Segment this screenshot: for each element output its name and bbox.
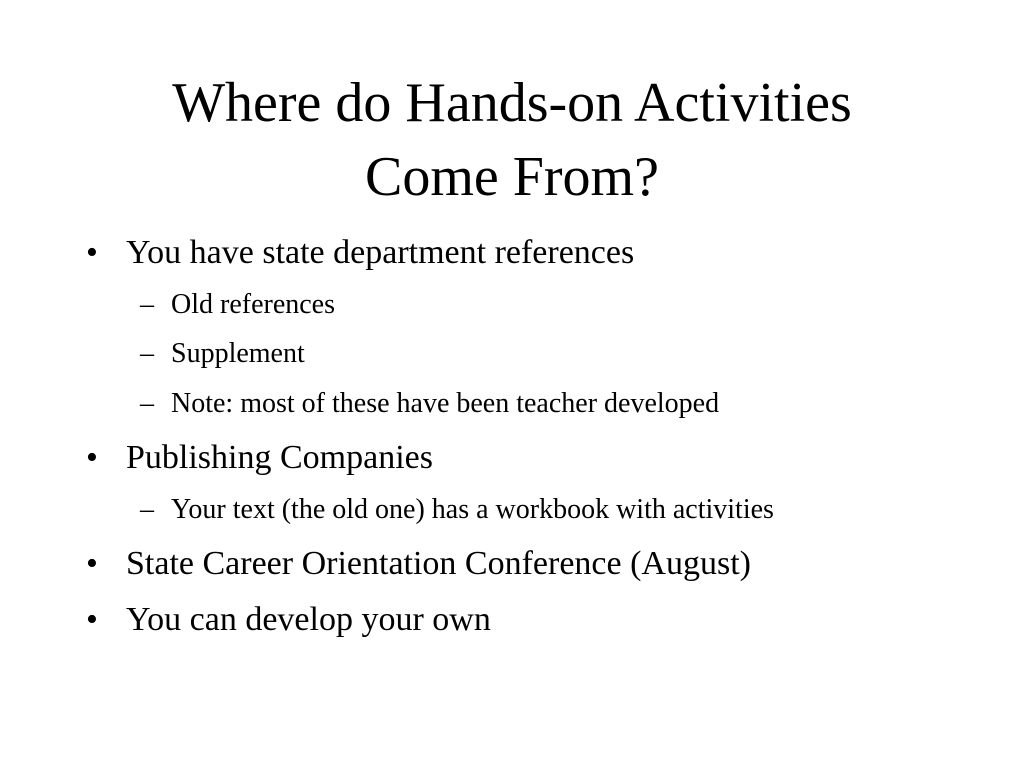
- sub-bullet-text: Supplement: [171, 338, 305, 369]
- bullet-marker: •: [86, 439, 98, 476]
- sub-bullet-marker: –: [140, 494, 154, 525]
- bullet-text: You have state department references: [126, 234, 635, 271]
- sub-bullet-marker: –: [140, 289, 154, 320]
- title-line-2: Come From?: [365, 146, 659, 208]
- sub-bullet-marker: –: [140, 338, 154, 369]
- sub-bullet-marker: –: [140, 388, 154, 419]
- bullet-marker: •: [86, 234, 98, 271]
- bullet-text: Publishing Companies: [126, 439, 433, 476]
- bullet-marker: •: [86, 545, 98, 582]
- title-line-1: Where do Hands-on Activities: [172, 72, 852, 134]
- sub-bullet-text: Old references: [171, 289, 336, 320]
- bullet-text: You can develop your own: [126, 601, 491, 638]
- bullet-marker: •: [86, 601, 98, 638]
- slide-title: [60, 66, 964, 214]
- sub-bullet-text: Note: most of these have been teacher developed: [171, 388, 720, 419]
- bullet-text: State Career Orientation Conference (August): [126, 545, 751, 582]
- sub-bullet-text: Your text (the old one) has a workbook with activities: [171, 494, 774, 525]
